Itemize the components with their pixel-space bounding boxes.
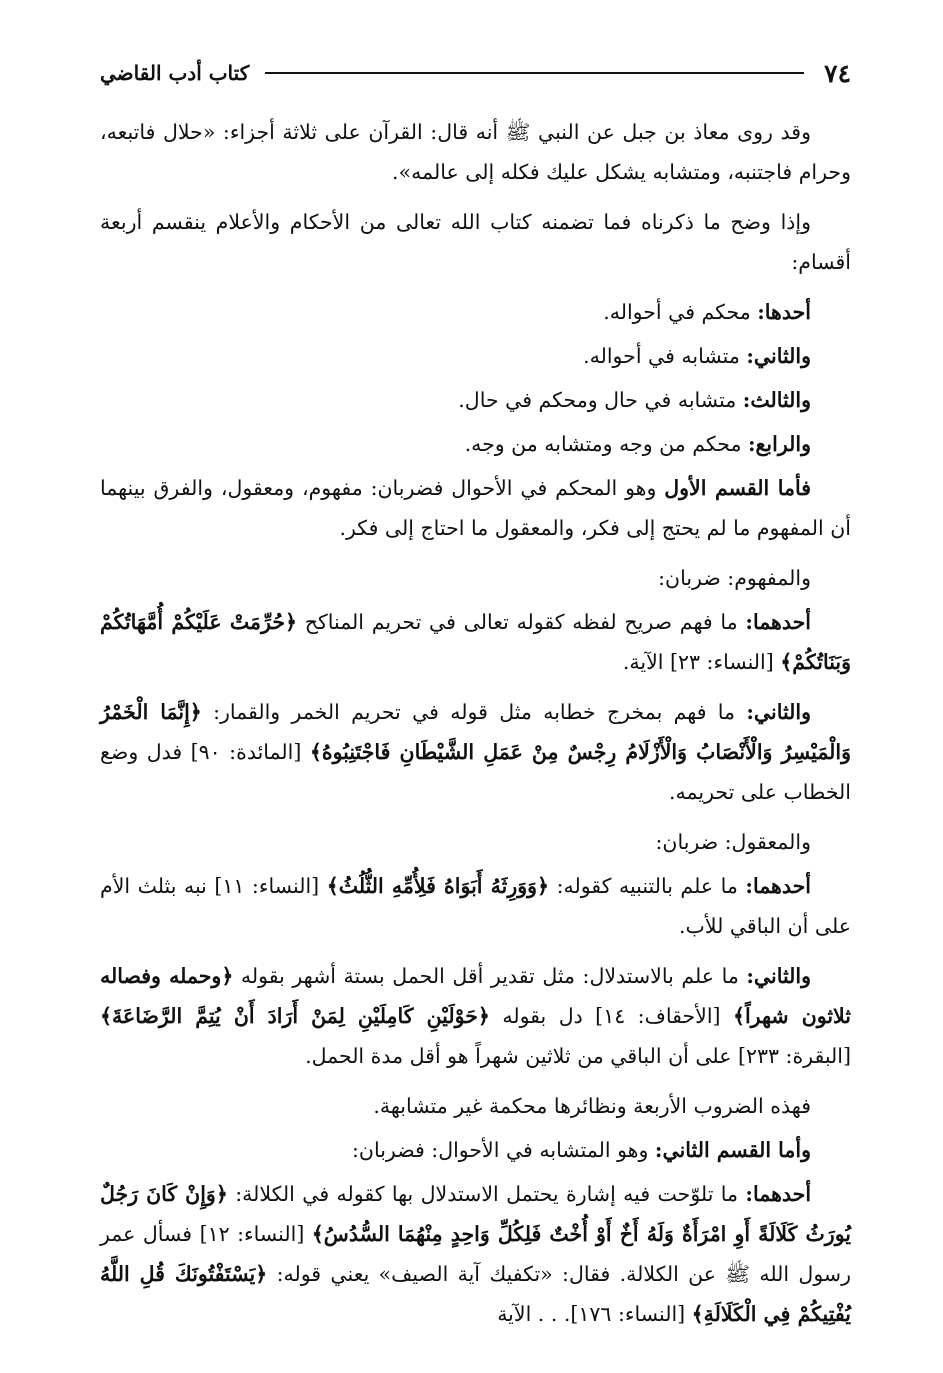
item-text: [البقرة: ٢٣٣] على أن الباقي من ثلاثين شهراً هو أقل مدة الحمل.: [305, 1044, 851, 1068]
section-text: وهو المحكم في الأحوال فضربان: مفهوم، ومعقول، والفرق بينهما أن المفهوم ما لم يحتج إلى فكر، والمعقول ما احتاج إلى فكر.: [100, 476, 851, 540]
paragraph-mafhum-second: [100, 692, 851, 812]
division-third: [100, 380, 851, 420]
division-text: متشابه في حال ومحكم في حال.: [458, 388, 743, 412]
item-text: [الأحقاف: ١٤] دل بقوله: [489, 1004, 733, 1028]
division-lead: والثاني:: [746, 344, 811, 368]
quran-verse: ﴿يَسْتَفْتُونَكَ قُلِ اللَّهُ يُفْتِيكُمْ فِي الْكَلَالَةِ﴾: [100, 1262, 851, 1326]
item-text: [النساء: ١١] نبه بثلث الأم على أن الباقي للأب.: [100, 874, 851, 938]
division-text: محكم من وجه ومتشابه من وجه.: [464, 432, 748, 456]
item-text: [النساء: ٢٣] الآية.: [622, 650, 781, 674]
item-lead: والثاني:: [746, 964, 811, 988]
division-lead: والثالث:: [742, 388, 811, 412]
item-text: [النساء: ١٧٦]. . . الآية: [497, 1302, 692, 1326]
paragraph-maqul-second: [100, 956, 851, 1076]
item-lead: والثاني:: [746, 700, 811, 724]
item-text: ما تلوّحت فيه إشارة يحتمل الاستدلال بها كقوله في الكلالة:: [227, 1182, 746, 1206]
item-text: [النساء: ١٢] فسأل عمر رسول الله ﷺ عن الكلالة. فقال: «تكفيك آية الصيف» يعني قوله:: [100, 1222, 851, 1286]
paragraph-maqul-first: [100, 866, 851, 946]
document-page: [100, 52, 851, 1363]
quran-verse: ﴿وَإِنْ كَانَ رَجُلٌ يُورَثُ كَلَالَةً أَوِ امْرَأَةٌ وَلَهُ أَخٌ أَوْ أُخْتٌ فَلِكُلِّ وَاحِدٍ مِنْهُمَا السُّدُسُ﴾: [100, 1182, 852, 1246]
division-text: محكم في أحواله.: [603, 300, 758, 324]
item-lead: أحدهما:: [745, 874, 811, 898]
division-lead: والرابع:: [747, 432, 811, 456]
paragraph-hadith: وقد روى معاذ بن جبل عن النبي ﷺ أنه قال: القرآن على ثلاثة أجزاء: «حلال فاتبعه، وحرام فاجتنبه، ومتشابه يشكل عليك فكله إلى عالمه».: [100, 120, 851, 184]
page-header: [100, 52, 851, 94]
quran-verse: ﴿حُرِّمَتْ عَلَيْكُمْ أُمَّهَاتُكُمْ وَبَنَاتُكُمْ﴾: [100, 610, 851, 674]
division-first: [100, 292, 851, 332]
division-second: [100, 336, 851, 376]
paragraph-mafhum-intro: والمفهوم: ضربان:: [658, 566, 811, 590]
item-text: ما علم بالاستدلال: مثل تقدير أقل الحمل بستة أشهر بقوله: [233, 964, 747, 988]
item-lead: أحدهما:: [745, 1182, 812, 1206]
item-lead: أحدهما:: [745, 610, 811, 634]
book-title: كتاب أدب القاضي: [100, 61, 250, 85]
item-text: ما علم بالتنبيه كقوله:: [549, 874, 746, 898]
division-text: متشابه في أحواله.: [583, 344, 747, 368]
paragraph-second-section: [100, 1130, 851, 1170]
quran-verse: ﴿وَوَرِثَهُ أَبَوَاهُ فَلِأُمِّهِ الثُّلُثُ﴾: [326, 874, 550, 898]
quran-verse: ﴿حَوْلَيْنِ كَامِلَيْنِ لِمَنْ أَرَادَ أَنْ يُتِمَّ الرَّضَاعَةَ﴾: [100, 1004, 490, 1028]
section-text: وهو المتشابه في الأحوال: فضربان:: [351, 1138, 655, 1162]
quran-verse: ﴿وحمله وفصاله ثلاثون شهراً﴾: [100, 964, 851, 1028]
division-fourth: [100, 424, 851, 464]
paragraph-first-section: [100, 468, 851, 548]
item-text: ما فهم بمخرج خطابه مثل قوله في تحريم الخمر والقمار:: [201, 700, 747, 724]
paragraph-mafhum-first: [100, 602, 851, 682]
item-text: ما فهم صريح لفظه كقوله تعالى في تحريم المناكح: [297, 610, 746, 634]
item-text: [المائدة: ٩٠] فدل وضع الخطاب على تحريمه.: [100, 740, 851, 804]
paragraph-division-intro: وإذا وضح ما ذكرناه فما تضمنه كتاب الله تعالى من الأحكام والأعلام ينقسم أربعة أقسام:: [100, 210, 851, 274]
paragraph-maqul-intro: والمعقول: ضربان:: [655, 830, 811, 854]
page-number: ٧٤: [824, 58, 851, 88]
page-body: [100, 112, 851, 1334]
section-lead: فأما القسم الأول: [664, 476, 811, 500]
quran-verse: ﴿إِنَّمَا الْخَمْرُ وَالْمَيْسِرُ وَالْأَنْصَابُ وَالْأَزْلَامُ رِجْسٌ مِنْ عَمَلِ الشَّيْطَانِ فَاجْتَنِبُوهُ﴾: [100, 700, 852, 764]
paragraph-summary: فهذه الضروب الأربعة ونظائرها محكمة غير متشابهة.: [373, 1094, 811, 1118]
paragraph-second-first: [100, 1174, 851, 1334]
section-lead: وأما القسم الثاني:: [654, 1138, 811, 1162]
header-rule: [265, 72, 804, 74]
division-lead: أحدها:: [757, 300, 811, 324]
